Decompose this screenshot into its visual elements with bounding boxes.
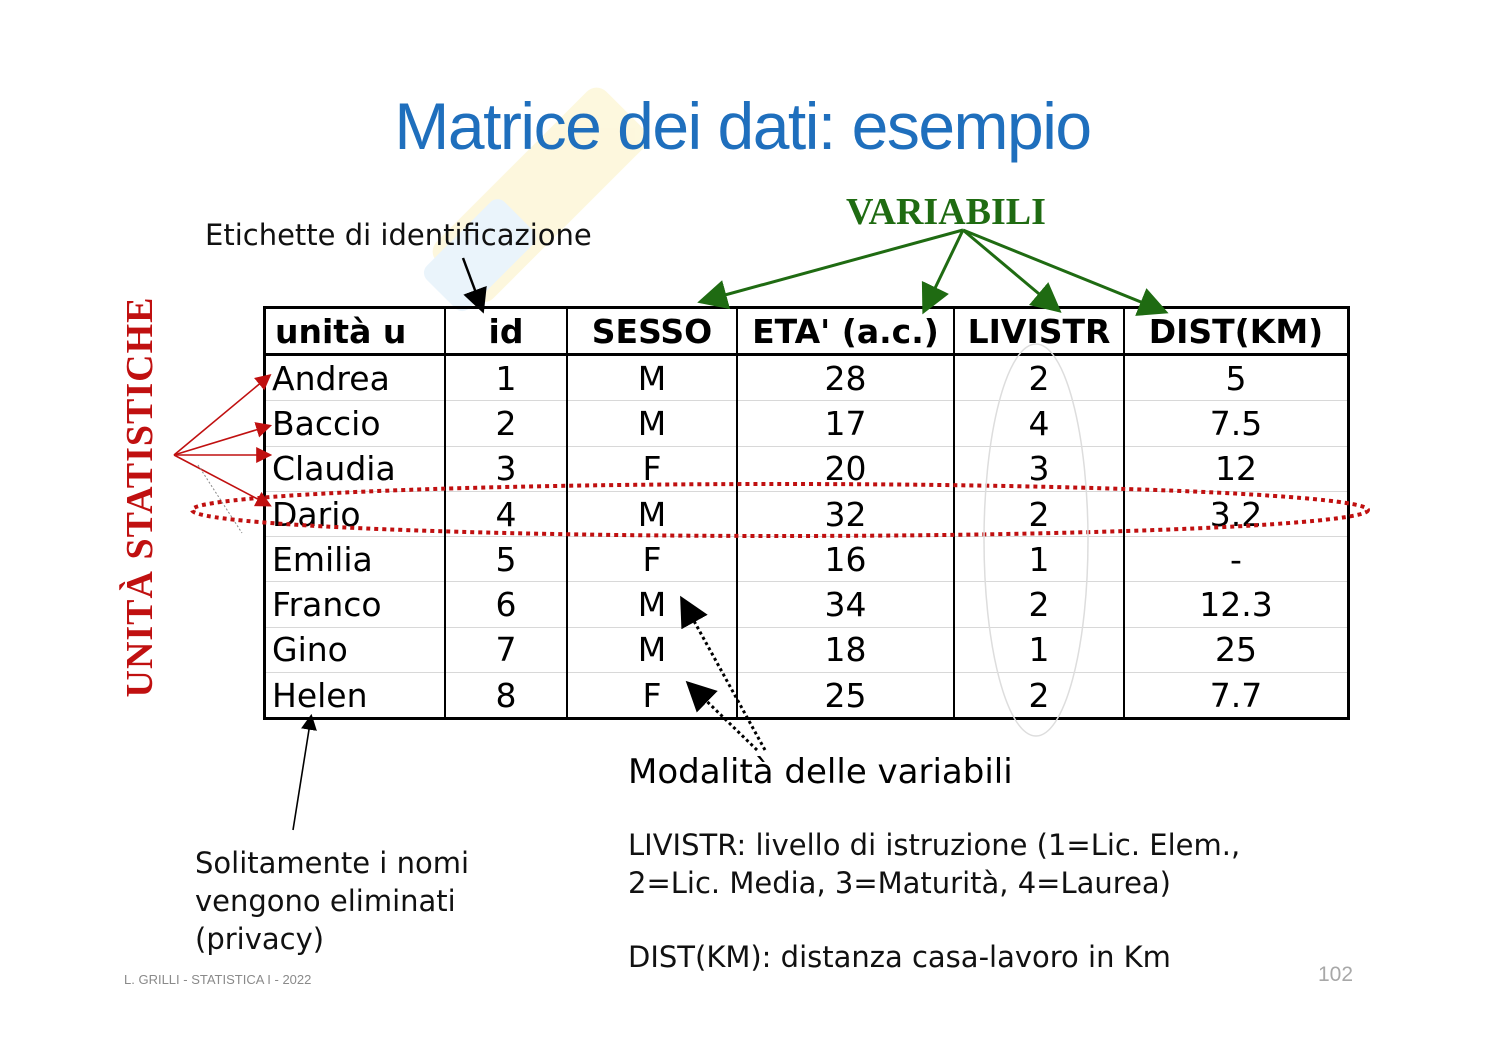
cell-unit: Claudia <box>265 446 446 491</box>
cell-dist: 5 <box>1124 355 1349 401</box>
variables-label: VARIABILI <box>846 191 1046 233</box>
cell-livistr: 4 <box>954 401 1124 446</box>
cell-unit: Andrea <box>265 355 446 401</box>
cell-id: 5 <box>445 537 567 582</box>
cell-eta: 25 <box>737 673 954 719</box>
id-labels-caption: Etichette di identificazione <box>205 218 592 252</box>
cell-dist: 25 <box>1124 627 1349 672</box>
header-dist: DIST(KM) <box>1124 308 1349 355</box>
cell-sesso: F <box>567 537 737 582</box>
cell-unit: Gino <box>265 627 446 672</box>
column-highlight-ellipse <box>984 344 1088 736</box>
names-note <box>195 844 469 958</box>
cell-dist: 7.5 <box>1124 401 1349 446</box>
cell-id: 1 <box>445 355 567 401</box>
cell-sesso: M <box>567 355 737 401</box>
slide-title: Matrice dei dati: esempio <box>394 89 1091 163</box>
cell-dist: 7.7 <box>1124 673 1349 719</box>
cell-eta: 34 <box>737 582 954 627</box>
arrow-to-franco-m <box>683 601 765 750</box>
arrow-to-eta <box>925 230 963 309</box>
cell-id: 4 <box>445 491 567 536</box>
cell-sesso: M <box>567 582 737 627</box>
row-highlight-ellipse <box>192 484 1368 536</box>
arrow-to-names <box>293 717 311 830</box>
cell-livistr: 2 <box>954 582 1124 627</box>
header-livistr: LIVISTR <box>954 308 1124 355</box>
header-eta: ETA' (a.c.) <box>737 308 954 355</box>
cell-dist: 3.2 <box>1124 491 1349 536</box>
cell-id: 7 <box>445 627 567 672</box>
cell-livistr: 1 <box>954 537 1124 582</box>
names-note-line: Solitamente i nomi <box>195 846 470 880</box>
cell-id: 2 <box>445 401 567 446</box>
arrow-to-row-1 <box>174 376 269 455</box>
arrow-to-sesso <box>703 230 963 301</box>
cell-eta: 17 <box>737 401 954 446</box>
cell-livistr: 1 <box>954 627 1124 672</box>
cell-dist: - <box>1124 537 1349 582</box>
cell-unit: Helen <box>265 673 446 719</box>
cell-unit: Emilia <box>265 537 446 582</box>
arrow-to-id <box>463 258 482 309</box>
livistr-note <box>628 826 1240 902</box>
cell-eta: 32 <box>737 491 954 536</box>
cell-sesso: M <box>567 627 737 672</box>
cell-dist: 12.3 <box>1124 582 1349 627</box>
page-number: 102 <box>1318 963 1354 986</box>
cell-id: 6 <box>445 582 567 627</box>
units-arrows <box>174 376 269 505</box>
cell-eta: 28 <box>737 355 954 401</box>
values-arrows <box>683 601 765 750</box>
names-note-line: (privacy) <box>195 922 325 956</box>
livistr-note-line: LIVISTR: livello di istruzione (1=Lic. Elem., <box>628 828 1241 862</box>
variables-arrows <box>703 230 1163 311</box>
header-sesso: SESSO <box>567 308 737 355</box>
arrow-to-row-2 <box>174 426 269 455</box>
cell-eta: 16 <box>737 537 954 582</box>
cell-unit: Franco <box>265 582 446 627</box>
cell-dist: 12 <box>1124 446 1349 491</box>
livistr-note-line: 2=Lic. Media, 3=Maturità, 4=Laurea) <box>628 866 1171 900</box>
cell-livistr: 2 <box>954 673 1124 719</box>
cell-sesso: F <box>567 673 737 719</box>
cell-id: 8 <box>445 673 567 719</box>
cell-unit: Baccio <box>265 401 446 446</box>
cell-eta: 18 <box>737 627 954 672</box>
cell-livistr: 3 <box>954 446 1124 491</box>
names-note-line: vengono eliminati <box>195 884 456 918</box>
arrow-to-livistr <box>963 230 1057 309</box>
cell-unit: Dario <box>265 491 446 536</box>
dist-note: DIST(KM): distanza casa-lavoro in Km <box>628 940 1171 974</box>
cell-sesso: M <box>567 491 737 536</box>
cell-id: 3 <box>445 446 567 491</box>
arrow-to-row-4 <box>174 455 269 505</box>
slide-footer: L. GRILLI - STATISTICA I - 2022 <box>124 972 312 987</box>
cell-eta: 20 <box>737 446 954 491</box>
cell-sesso: F <box>567 446 737 491</box>
header-unit: unità u <box>265 308 446 355</box>
header-id: id <box>445 308 567 355</box>
cell-sesso: M <box>567 401 737 446</box>
cell-livistr: 2 <box>954 355 1124 401</box>
cell-livistr: 2 <box>954 491 1124 536</box>
values-caption: Modalità delle variabili <box>628 752 1013 792</box>
units-label: UNITÀ STATISTICHE <box>119 296 161 698</box>
arrow-to-dist <box>963 230 1163 311</box>
